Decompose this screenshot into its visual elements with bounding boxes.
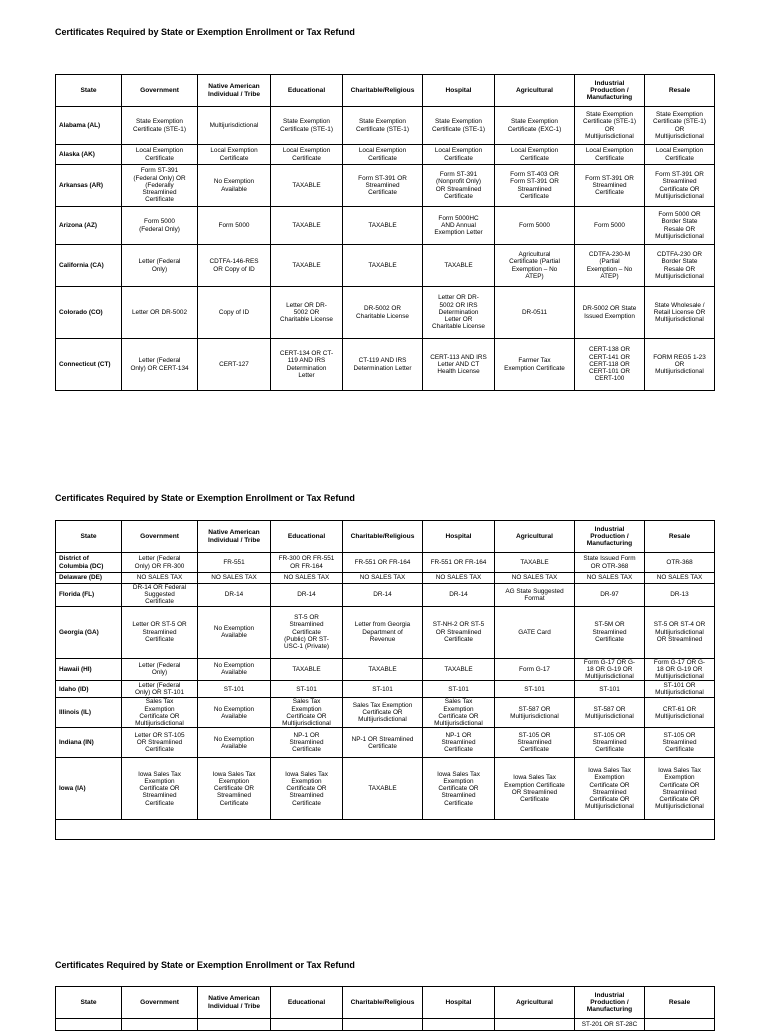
column-header: Industrial Production / Manufacturing <box>575 75 645 107</box>
table-cell: Letter OR DR-5002 <box>122 287 198 339</box>
table-cell: FR-551 <box>198 553 271 573</box>
table-cell: No Exemption Available <box>198 698 271 728</box>
header-row <box>56 521 715 553</box>
state-name: Alaska (AK) <box>56 145 122 165</box>
state-name: Alabama (AL) <box>56 107 122 145</box>
table-cell: TAXABLE <box>271 245 343 287</box>
table-cell: ST-101 <box>423 681 495 698</box>
certificate-table-3 <box>55 986 715 1031</box>
table-cell: Form 5000HC AND Annual Exemption Letter <box>423 207 495 245</box>
certificate-table-2 <box>55 520 715 840</box>
table-cell: ST-587 OR Multijurisdictional <box>495 698 575 728</box>
table-cell: Form 5000 <box>575 207 645 245</box>
table-cell: TAXABLE <box>271 165 343 207</box>
table-row <box>56 145 715 165</box>
table-cell: NO SALES TAX <box>645 573 715 584</box>
table-cell: CT-119 AND IRS Determination Letter <box>343 339 423 391</box>
table-cell: TAXABLE <box>271 658 343 681</box>
table-cell: ST-201 OR ST-28C <box>575 1019 645 1031</box>
column-header: State <box>56 521 122 553</box>
table-cell: DR-14 OR Federal Suggested Certificate <box>122 584 198 607</box>
table-cell: Sales Tax Exemption Certificate OR Multijurisdictional <box>271 698 343 728</box>
table-row <box>56 681 715 698</box>
table-cell: Letter (Federal Only) OR CERT-134 <box>122 339 198 391</box>
table-cell: Iowa Sales Tax Exemption Certificate OR Streamlined Certificate <box>271 758 343 820</box>
table-cell: Letter OR DR- 5002 OR Charitable License <box>271 287 343 339</box>
table-cell: Sales Tax Exemption Certificate OR Multijurisdictional <box>343 698 423 728</box>
column-header: State <box>56 75 122 107</box>
table-cell: State Exemption Certificate (STE-1) <box>423 107 495 145</box>
table-row <box>56 207 715 245</box>
state-name: Hawaii (HI) <box>56 658 122 681</box>
table-cell: State Issued Form OR OTR-368 <box>575 553 645 573</box>
table-row <box>56 573 715 584</box>
table-cell: Iowa Sales Tax Exemption Certificate OR Streamlined Certificate <box>495 758 575 820</box>
state-name: District of Columbia (DC) <box>56 553 122 573</box>
table-cell: GATE Card <box>495 606 575 658</box>
header-row <box>56 987 715 1019</box>
table-cell: TAXABLE <box>271 207 343 245</box>
table-row <box>56 245 715 287</box>
column-header: Agricultural <box>495 987 575 1019</box>
column-header: Educational <box>271 75 343 107</box>
table-cell: ST-5M OR Streamlined Certificate <box>575 606 645 658</box>
table-cell: TAXABLE <box>343 207 423 245</box>
table-cell: Local Exemption Certificate <box>575 145 645 165</box>
column-header: State <box>56 987 122 1019</box>
table-cell: DR-14 <box>343 584 423 607</box>
page-title-1: Certificates Required by State or Exemption Enrollment or Tax Refund <box>55 27 355 37</box>
table-cell: Form ST-391 (Nonprofit Only) OR Streamlined Certificate <box>423 165 495 207</box>
column-header: Educational <box>271 987 343 1019</box>
column-header: Agricultural <box>495 521 575 553</box>
table-cell: NO SALES TAX <box>271 573 343 584</box>
state-name: Arkansas (AR) <box>56 165 122 207</box>
table-cell: NP-1 OR Streamlined Certificate <box>271 728 343 758</box>
table-cell: FORM REG5 1-23 OR Multijurisdictional <box>645 339 715 391</box>
table-row <box>56 728 715 758</box>
table-cell: CDTFA-146-RES OR Copy of ID <box>198 245 271 287</box>
table-cell: State Exemption Certificate (EXC-1) <box>495 107 575 145</box>
column-header: Charitable/Religious <box>343 987 423 1019</box>
table-cell: FR-300 OR FR-551 OR FR-164 <box>271 553 343 573</box>
table-row <box>56 287 715 339</box>
table-cell: NP-1 OR Streamlined Certificate <box>423 728 495 758</box>
table-cell: ST-101 <box>575 681 645 698</box>
table-cell: ST-5 OR Streamlined Certificate (Public) OR ST- USC-1 (Private) <box>271 606 343 658</box>
table-cell: Form 5000 OR Border State Resale OR Multijurisdictional <box>645 207 715 245</box>
table-cell: ST-105 OR Streamlined Certificate <box>645 728 715 758</box>
table-cell: OTR-368 <box>645 553 715 573</box>
table-cell: Iowa Sales Tax Exemption Certificate OR Streamlined Certificate <box>423 758 495 820</box>
table-cell: No Exemption Available <box>198 606 271 658</box>
table-cell: Letter OR ST-105 OR Streamlined Certificate <box>122 728 198 758</box>
table-cell: Local Exemption Certificate <box>645 145 715 165</box>
table-cell: TAXABLE <box>423 658 495 681</box>
table-cell: Local Exemption Certificate <box>423 145 495 165</box>
table-cell: CERT-113 AND IRS Letter AND CT Health License <box>423 339 495 391</box>
column-header: Resale <box>645 521 715 553</box>
table-cell: Sales Tax Exemption Certificate OR Multijurisdictional <box>122 698 198 728</box>
table-cell: Letter (Federal Only) <box>122 245 198 287</box>
table-cell: Multijurisdictional <box>198 107 271 145</box>
column-header: Native American Individual / Tribe <box>198 521 271 553</box>
table-cell: Form 5000 <box>495 207 575 245</box>
table-row-empty <box>56 820 715 840</box>
table-cell: DR-13 <box>645 584 715 607</box>
table-cell: Form G-17 <box>495 658 575 681</box>
table-cell: Local Exemption Certificate <box>198 145 271 165</box>
table-cell: DR-14 <box>198 584 271 607</box>
table-cell: Form ST-391 OR Streamlined Certificate <box>575 165 645 207</box>
table-row <box>56 1019 715 1031</box>
table-cell: DR-5002 OR State Issued Exemption <box>575 287 645 339</box>
table-cell: NO SALES TAX <box>575 573 645 584</box>
table-cell: State Exemption Certificate (STE-1) OR Multijurisdictional <box>575 107 645 145</box>
table-row <box>56 606 715 658</box>
state-name: Iowa (IA) <box>56 758 122 820</box>
table-cell: ST-105 OR Streamlined Certificate <box>495 728 575 758</box>
column-header: Native American Individual / Tribe <box>198 987 271 1019</box>
table-cell: NO SALES TAX <box>495 573 575 584</box>
state-name: Illinois (IL) <box>56 698 122 728</box>
column-header: Government <box>122 75 198 107</box>
table-cell: State Exemption Certificate (STE-1) <box>271 107 343 145</box>
state-name: Connecticut (CT) <box>56 339 122 391</box>
table-cell: CERT-134 OR CT- 119 AND IRS Determination Letter <box>271 339 343 391</box>
table-cell: ST-587 OR Multijurisdictional <box>575 698 645 728</box>
table-cell: CRT-61 OR Multijurisdictional <box>645 698 715 728</box>
table-cell: Form ST-391 (Federal Only) OR (Federally Streamlined Certificate <box>122 165 198 207</box>
table-cell: Farmer Tax Exemption Certificate <box>495 339 575 391</box>
table-cell: CDTFA-230-M (Partial Exemption – No ATEP) <box>575 245 645 287</box>
certificate-table-1 <box>55 74 715 391</box>
table-cell: Form G-17 OR G- 18 OR G-19 OR Multijurisdictional <box>645 658 715 681</box>
table-cell: State Exemption Certificate (STE-1) <box>122 107 198 145</box>
table-cell: NO SALES TAX <box>423 573 495 584</box>
table-cell: NO SALES TAX <box>198 573 271 584</box>
state-name: California (CA) <box>56 245 122 287</box>
table-cell: Iowa Sales Tax Exemption Certificate OR Streamlined Certificate <box>198 758 271 820</box>
table-cell: DR-14 <box>271 584 343 607</box>
column-header: Hospital <box>423 75 495 107</box>
table-cell: Form G-17 OR G- 18 OR G-19 OR Multijurisdictional <box>575 658 645 681</box>
column-header: Hospital <box>423 521 495 553</box>
table-cell: Letter from Georgia Department of Revenue <box>343 606 423 658</box>
column-header: Charitable/Religious <box>343 521 423 553</box>
table-cell: TAXABLE <box>495 553 575 573</box>
table-row <box>56 584 715 607</box>
column-header: Industrial Production / Manufacturing <box>575 521 645 553</box>
column-header: Government <box>122 987 198 1019</box>
page-title-3: Certificates Required by State or Exemption Enrollment or Tax Refund <box>55 960 355 970</box>
table-row <box>56 107 715 145</box>
table-cell: CDTFA-230 OR Border State Resale OR Multijurisdictional <box>645 245 715 287</box>
table-cell: ST-5 OR ST-4 OR Multijurisdictional OR Streamlined <box>645 606 715 658</box>
column-header: Industrial Production / Manufacturing <box>575 987 645 1019</box>
table-cell: Form 5000 <box>198 207 271 245</box>
table-cell: Letter (Federal Only) OR FR-300 <box>122 553 198 573</box>
column-header: Resale <box>645 987 715 1019</box>
table-cell: TAXABLE <box>343 758 423 820</box>
table-cell: TAXABLE <box>343 245 423 287</box>
table-cell: Local Exemption Certificate <box>271 145 343 165</box>
table-cell: DR-0511 <box>495 287 575 339</box>
table-cell: ST-NH-2 OR ST-5 OR Streamlined Certificate <box>423 606 495 658</box>
table-cell: Iowa Sales Tax Exemption Certificate OR Streamlined Certificate <box>122 758 198 820</box>
table-cell: Letter (Federal Only) OR ST-101 <box>122 681 198 698</box>
table-cell: Copy of ID <box>198 287 271 339</box>
column-header: Resale <box>645 75 715 107</box>
table-cell: Iowa Sales Tax Exemption Certificate OR Streamlined Certificate OR Multijurisdictional <box>575 758 645 820</box>
table-cell: No Exemption Available <box>198 165 271 207</box>
table-row <box>56 698 715 728</box>
table-row <box>56 758 715 820</box>
table-cell: ST-101 <box>343 681 423 698</box>
page-title-2: Certificates Required by State or Exemption Enrollment or Tax Refund <box>55 493 355 503</box>
table-cell: Sales Tax Exemption Certificate OR Multijurisdictional <box>423 698 495 728</box>
table-cell: DR-14 <box>423 584 495 607</box>
table-cell: FR-551 OR FR-164 <box>423 553 495 573</box>
table-cell: Local Exemption Certificate <box>495 145 575 165</box>
table-cell: Form ST-403 OR Form ST-391 OR Streamlined Certificate <box>495 165 575 207</box>
table-cell: ST-105 OR Streamlined Certificate <box>575 728 645 758</box>
table-cell: Letter OR DR- 5002 OR IRS Determination Letter OR Charitable License <box>423 287 495 339</box>
state-name: Indiana (IN) <box>56 728 122 758</box>
table-cell: State Exemption Certificate (STE-1) <box>343 107 423 145</box>
table-cell: TAXABLE <box>423 245 495 287</box>
column-header: Agricultural <box>495 75 575 107</box>
state-name: Idaho (ID) <box>56 681 122 698</box>
table-cell: No Exemption Available <box>198 728 271 758</box>
column-header: Charitable/Religious <box>343 75 423 107</box>
table-cell: DR-97 <box>575 584 645 607</box>
state-name: Georgia (GA) <box>56 606 122 658</box>
table-row <box>56 339 715 391</box>
state-name: Florida (FL) <box>56 584 122 607</box>
column-header: Educational <box>271 521 343 553</box>
table-cell: FR-551 OR FR-164 <box>343 553 423 573</box>
table-cell: Local Exemption Certificate <box>343 145 423 165</box>
table-cell: AG State Suggested Format <box>495 584 575 607</box>
column-header: Native American Individual / Tribe <box>198 75 271 107</box>
table-cell: CERT-127 <box>198 339 271 391</box>
table-cell: Form ST-391 OR Streamlined Certificate OR Multijurisdictional <box>645 165 715 207</box>
table-cell: State Exemption Certificate (STE-1) OR Multijurisdictional <box>645 107 715 145</box>
table-cell: Letter OR ST-5 OR Streamlined Certificate <box>122 606 198 658</box>
state-name: Arizona (AZ) <box>56 207 122 245</box>
table-cell: Form ST-391 OR Streamlined Certificate <box>343 165 423 207</box>
table-row <box>56 553 715 573</box>
state-name: Colorado (CO) <box>56 287 122 339</box>
table-cell: No Exemption Available <box>198 658 271 681</box>
table-cell: State Wholesale / Retail License OR Multijurisdictional <box>645 287 715 339</box>
table-cell: ST-101 <box>198 681 271 698</box>
table-cell: Letter (Federal Only) <box>122 658 198 681</box>
table-cell: Form 5000 (Federal Only) <box>122 207 198 245</box>
table-row <box>56 165 715 207</box>
column-header: Hospital <box>423 987 495 1019</box>
table-cell: NO SALES TAX <box>343 573 423 584</box>
table-cell: Agricultural Certificate (Partial Exemption – No ATEP) <box>495 245 575 287</box>
table-cell: NP-1 OR Streamlined Certificate <box>343 728 423 758</box>
table-cell: NO SALES TAX <box>122 573 198 584</box>
state-name: Delaware (DE) <box>56 573 122 584</box>
table-cell: TAXABLE <box>343 658 423 681</box>
table-cell: Iowa Sales Tax Exemption Certificate OR Streamlined Certificate OR Multijurisdictional <box>645 758 715 820</box>
header-row <box>56 75 715 107</box>
table-cell: ST-101 <box>495 681 575 698</box>
table-cell: ST-101 OR Multijurisdictional <box>645 681 715 698</box>
table-cell: CERT-138 OR CERT-141 OR CERT-118 OR CERT-101 OR CERT-100 <box>575 339 645 391</box>
table-cell: Local Exemption Certificate <box>122 145 198 165</box>
table-cell: ST-101 <box>271 681 343 698</box>
table-row <box>56 658 715 681</box>
column-header: Government <box>122 521 198 553</box>
table-cell: DR-5002 OR Charitable License <box>343 287 423 339</box>
